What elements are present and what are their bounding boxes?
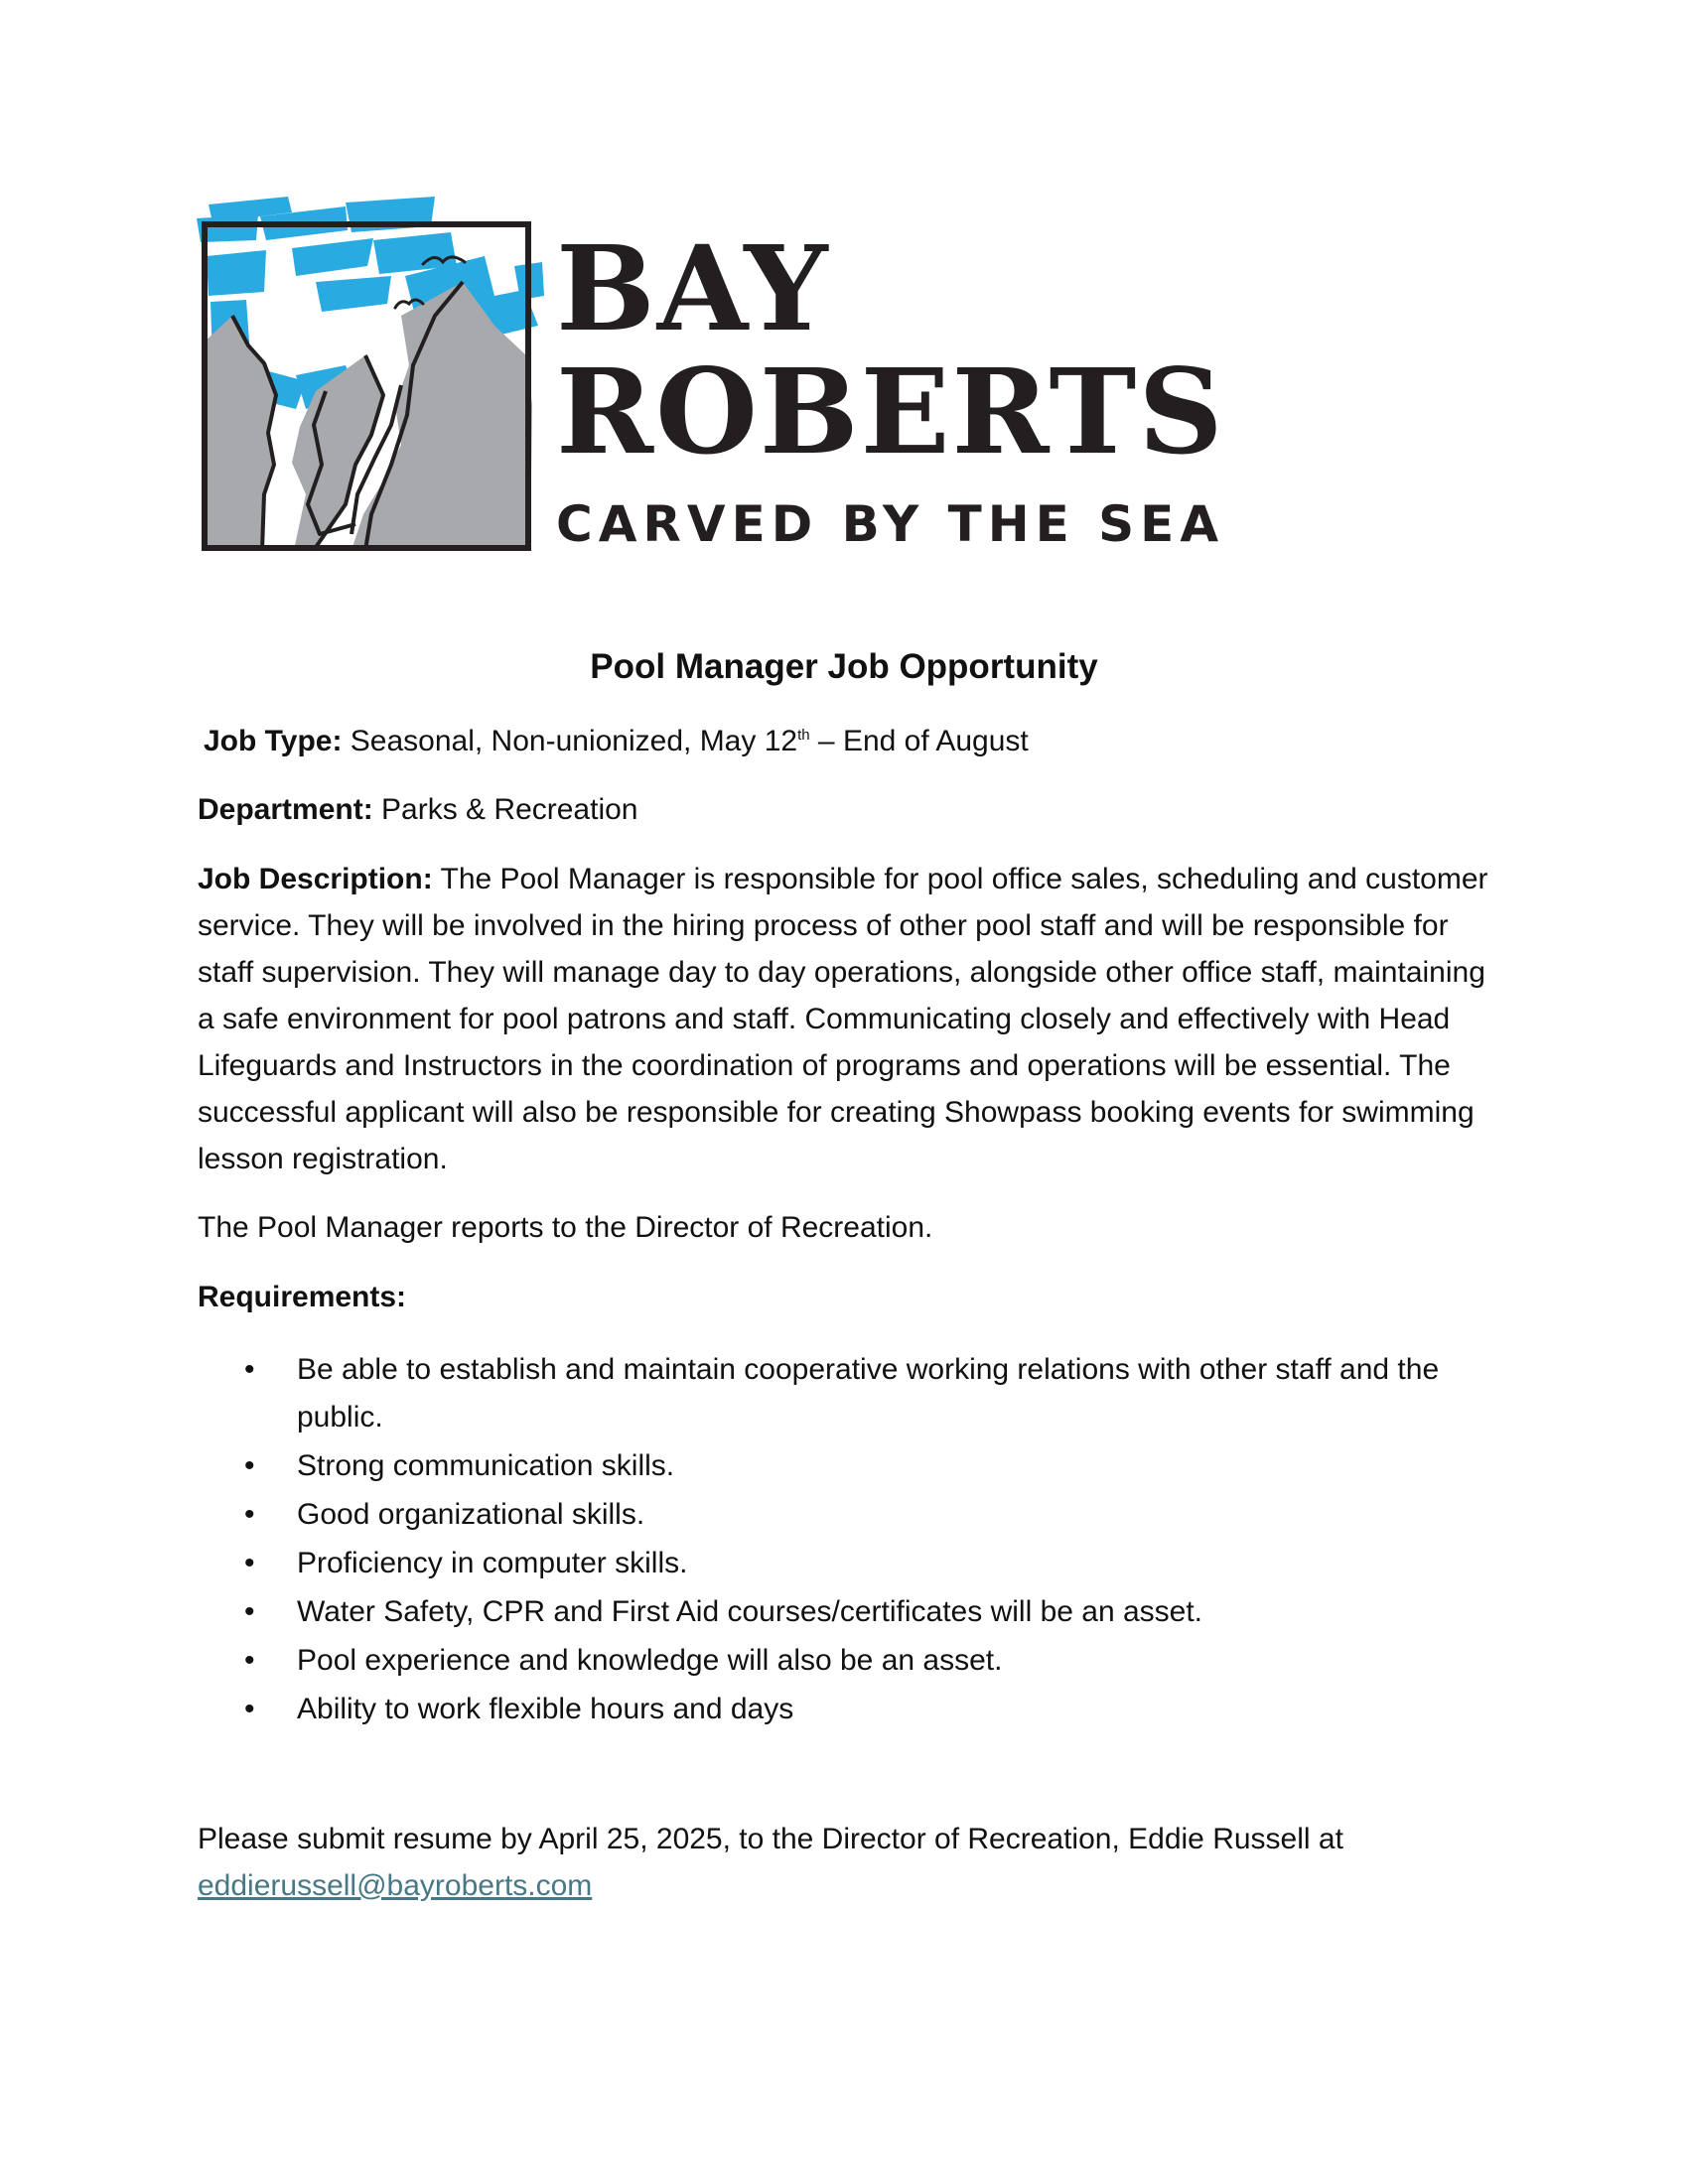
department-line xyxy=(198,786,1498,833)
job-description-paragraph xyxy=(198,856,1498,1182)
logo-tagline-text: CARVED BY THE SEA xyxy=(556,495,1225,553)
list-item: • Good organizational skills. xyxy=(198,1491,1498,1539)
job-description-label: Job Description: xyxy=(198,863,433,895)
logo-bay-text: BAY xyxy=(556,219,830,357)
job-type-label: Job Type: xyxy=(204,725,343,757)
logo-name-line2 xyxy=(556,342,1225,480)
job-type-line xyxy=(204,718,1504,764)
list-item: • Proficiency in computer skills. xyxy=(198,1540,1498,1587)
department-value: Parks & Recreation xyxy=(372,793,638,826)
page-title: Pool Manager Job Opportunity xyxy=(590,647,1098,686)
submission-paragraph xyxy=(198,1816,1498,1909)
list-item: • Be able to establish and maintain cooperative working relations with other staff and the public. xyxy=(198,1346,1498,1441)
bay-roberts-logo xyxy=(197,197,1239,554)
reports-to-line: The Pool Manager reports to the Director of Recreation. xyxy=(198,1211,933,1244)
logo-tagline xyxy=(556,495,1225,553)
job-type-value-end: – End of August xyxy=(809,725,1029,757)
requirements-heading xyxy=(198,1274,1498,1320)
list-item: • Ability to work flexible hours and days xyxy=(198,1686,1498,1733)
logo-roberts-text: ROBERTS xyxy=(556,342,1225,480)
job-description-text: The Pool Manager is responsible for pool office sales, scheduling and customer service. They will be involved in the hiring process of other pool staff and will be responsible for staff supervision. They will manage day to day operations, alongside other office staff, maintaining a safe environment for pool patrons and staff. Communicating closely and effectively with Head Lifeguards and Instructors in the coordination of programs and operations will be essential. The successful applicant will also be responsible for creating Showpass booking events for swimming lesson registration. xyxy=(198,863,1488,1175)
submission-text: Please submit resume by April 25, 2025, to the Director of Recreation, Eddie Russell at xyxy=(198,1823,1343,1855)
job-type-value: Seasonal, Non-unionized, May 12 xyxy=(342,725,798,757)
email-link[interactable]: eddierussell@bayroberts.com xyxy=(198,1869,593,1902)
department-label: Department: xyxy=(198,793,373,826)
list-item: • Strong communication skills. xyxy=(198,1442,1498,1490)
list-item: • Water Safety, CPR and First Aid courses/certificates will be an asset. xyxy=(198,1588,1498,1636)
cliff-seascape-logo-icon xyxy=(197,197,544,554)
list-item: • Pool experience and knowledge will also be an asset. xyxy=(198,1637,1498,1685)
logo-name-line1 xyxy=(556,219,830,357)
requirements-label: Requirements: xyxy=(198,1281,407,1313)
job-type-superscript: th xyxy=(797,727,810,744)
requirements-list xyxy=(198,1346,1498,1734)
